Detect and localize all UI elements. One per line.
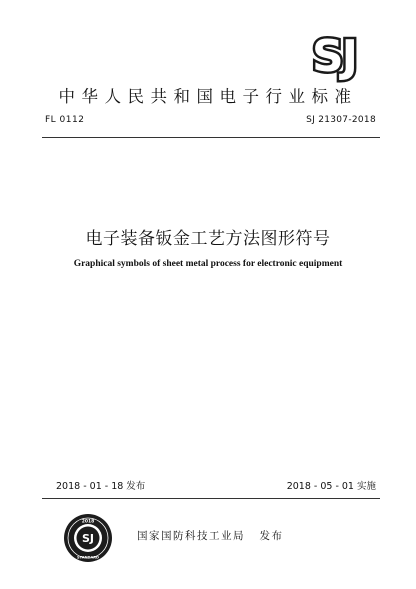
- classification-code: FL 0112: [45, 115, 85, 125]
- header-divider: [42, 137, 380, 138]
- standard-name: 中华人民共和国电子行业标准: [58, 87, 358, 106]
- seal-bottom-text: STANDARD: [76, 555, 100, 560]
- publisher-name: 国家国防科技工业局 发布: [137, 530, 284, 542]
- implementation-date: 2018 - 05 - 01 实施: [286, 481, 376, 492]
- document-title-chinese: 电子装备钣金工艺方法图形符号: [85, 229, 331, 249]
- publisher-seal-icon: [63, 513, 113, 563]
- document-title-english: Graphical symbols of sheet metal process for electronic equipment: [73, 259, 343, 269]
- footer-divider: [42, 498, 380, 499]
- seal-top-text: 2018: [81, 519, 95, 525]
- issue-date: 2018 - 01 - 18 发布: [56, 481, 146, 492]
- seal-center-text: SJ: [81, 532, 95, 545]
- sj-logo: SJ: [311, 31, 357, 82]
- standard-number: SJ 21307-2018: [306, 115, 376, 125]
